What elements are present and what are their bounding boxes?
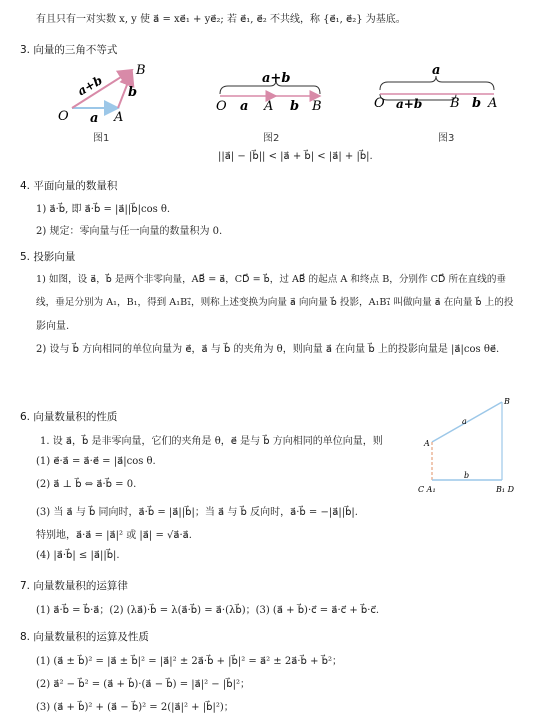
s8-line-2: (2) a⃗² − b⃗² = (a⃗ + b⃗)·(a⃗ − b⃗) = |a⃗|² − |b⃗|²；: [36, 679, 250, 690]
fig1-caption: 图1: [93, 133, 110, 144]
opposite-figure-3: [370, 62, 505, 118]
s6-line-3: (2) a⃗ ⊥ b⃗ ⇔ a⃗·b⃗ = 0.: [36, 479, 137, 490]
label-O: O: [58, 109, 69, 124]
label-B: B: [136, 63, 146, 78]
label-b: b: [464, 471, 470, 480]
section-3-heading: 3. 向量的三角不等式: [20, 44, 118, 56]
triangle-figure-1: [50, 58, 160, 128]
section-7-heading: 7. 向量数量积的运算律: [20, 580, 128, 592]
s5-line-1: 1) 如图，设 a⃗，b⃗ 是两个非零向量，AB⃗ = a⃗，CD⃗ = b⃗，过 AB⃗ 的起点 A 和终点 B，分别作 CD⃗ 所在直线的垂: [36, 274, 507, 285]
label-A: A: [488, 96, 498, 111]
label-a-plus-b: a+b: [75, 73, 105, 99]
fig3-caption: 图3: [438, 133, 455, 144]
label-b: b: [128, 85, 138, 100]
s4-line-2: 2) 规定：零向量与任一向量的数量积为 0.: [36, 226, 223, 237]
label-C-A1: C A₁: [418, 485, 436, 494]
label-A: A: [424, 439, 430, 448]
s6-line-2: (1) e⃗·a⃗ = a⃗·e⃗ = |a⃗|cos θ.: [36, 456, 156, 467]
collinear-figure-2: [210, 70, 330, 120]
label-a: a: [90, 111, 99, 126]
s8-line-3: (3) (a⃗ + b⃗)² + (a⃗ − b⃗)² = 2(|a⃗|² + |b⃗|²)；: [36, 702, 234, 713]
s8-line-1: (1) (a⃗ ± b⃗)² = |a⃗ ± b⃗|² = |a⃗|² ± 2a⃗·b⃗ + |b⃗|² = a⃗² ± 2a⃗·b⃗ + b⃗²；: [36, 656, 342, 667]
s5-line-2: 线，垂足分别为 A₁，B₁，得到 A₁B₁⃗，则称上述变换为向量 a⃗ 向向量 b⃗ 投影，A₁B₁⃗ 叫做向量 a⃗ 在向量 b⃗ 上的投: [36, 297, 514, 308]
section-8-heading: 8. 向量数量积的运算及性质: [20, 631, 149, 643]
section-4-heading: 4. 平面向量的数量积: [20, 180, 118, 192]
fig2-caption: 图2: [263, 133, 280, 144]
s7-line-1: (1) a⃗·b⃗ = b⃗·a⃗；(2) (λa⃗)·b⃗ = λ(a⃗·b⃗) = a⃗·(λb⃗)；(3) (a⃗ + b⃗)·c⃗ = a⃗·c⃗ + b⃗·c⃗.: [36, 605, 380, 616]
s6-line-4: (3) 当 a⃗ 与 b⃗ 同向时，a⃗·b⃗ = |a⃗||b⃗|；当 a⃗ 与 b⃗ 反向时，a⃗·b⃗ = −|a⃗||b⃗|.: [36, 507, 358, 518]
section-6-heading: 6. 向量数量积的性质: [20, 411, 118, 423]
label-A: A: [264, 99, 274, 114]
s6-line-1: 1. 设 a⃗，b⃗ 是非零向量，它们的夹角是 θ，e⃗ 是与 b⃗ 方向相同的单位向量，则: [40, 436, 383, 447]
triangle-inequality-formula: ||a⃗| − |b⃗|| < |a⃗ + b⃗| < |a⃗| + |b⃗|.: [218, 151, 373, 162]
s6-line-5: 特别地，a⃗·a⃗ = |a⃗|² 或 |a⃗| = √a⃗·a⃗.: [36, 530, 192, 541]
s5-line-4: 2) 设与 b⃗ 方向相同的单位向量为 e⃗，a⃗ 与 b⃗ 的夹角为 θ，则向量 a⃗ 在向量 b⃗ 上的投影向量是 |a⃗|cos θe⃗.: [36, 344, 500, 355]
label-B1-D: B₁ D: [496, 485, 515, 494]
s5-line-3: 影向量.: [36, 321, 70, 332]
projection-figure: [410, 392, 530, 500]
label-a-plus-b: a+b: [396, 97, 423, 111]
label-O: O: [374, 96, 385, 111]
label-a: a: [240, 99, 249, 114]
intro-line: 有且只有一对实数 x, y 使 a⃗ = xe⃗₁ + ye⃗₂; 若 e⃗₁, e⃗₂ 不共线，称 {e⃗₁, e⃗₂} 为基底。: [36, 14, 406, 25]
label-b: b: [472, 96, 482, 111]
label-a: a: [432, 63, 441, 78]
label-a-plus-b: a+b: [262, 71, 291, 86]
label-B: B: [450, 96, 460, 111]
label-a: a: [462, 417, 467, 426]
label-B: B: [312, 99, 322, 114]
label-A: A: [114, 110, 124, 125]
label-B: B: [504, 397, 510, 406]
section-5-heading: 5. 投影向量: [20, 251, 76, 263]
s4-line-1: 1) a⃗·b⃗, 即 a⃗·b⃗ = |a⃗||b⃗|cos θ.: [36, 204, 171, 215]
s6-line-6: (4) |a⃗·b⃗| ≤ |a⃗||b⃗|.: [36, 550, 120, 561]
label-O: O: [216, 99, 227, 114]
label-b: b: [290, 99, 300, 114]
